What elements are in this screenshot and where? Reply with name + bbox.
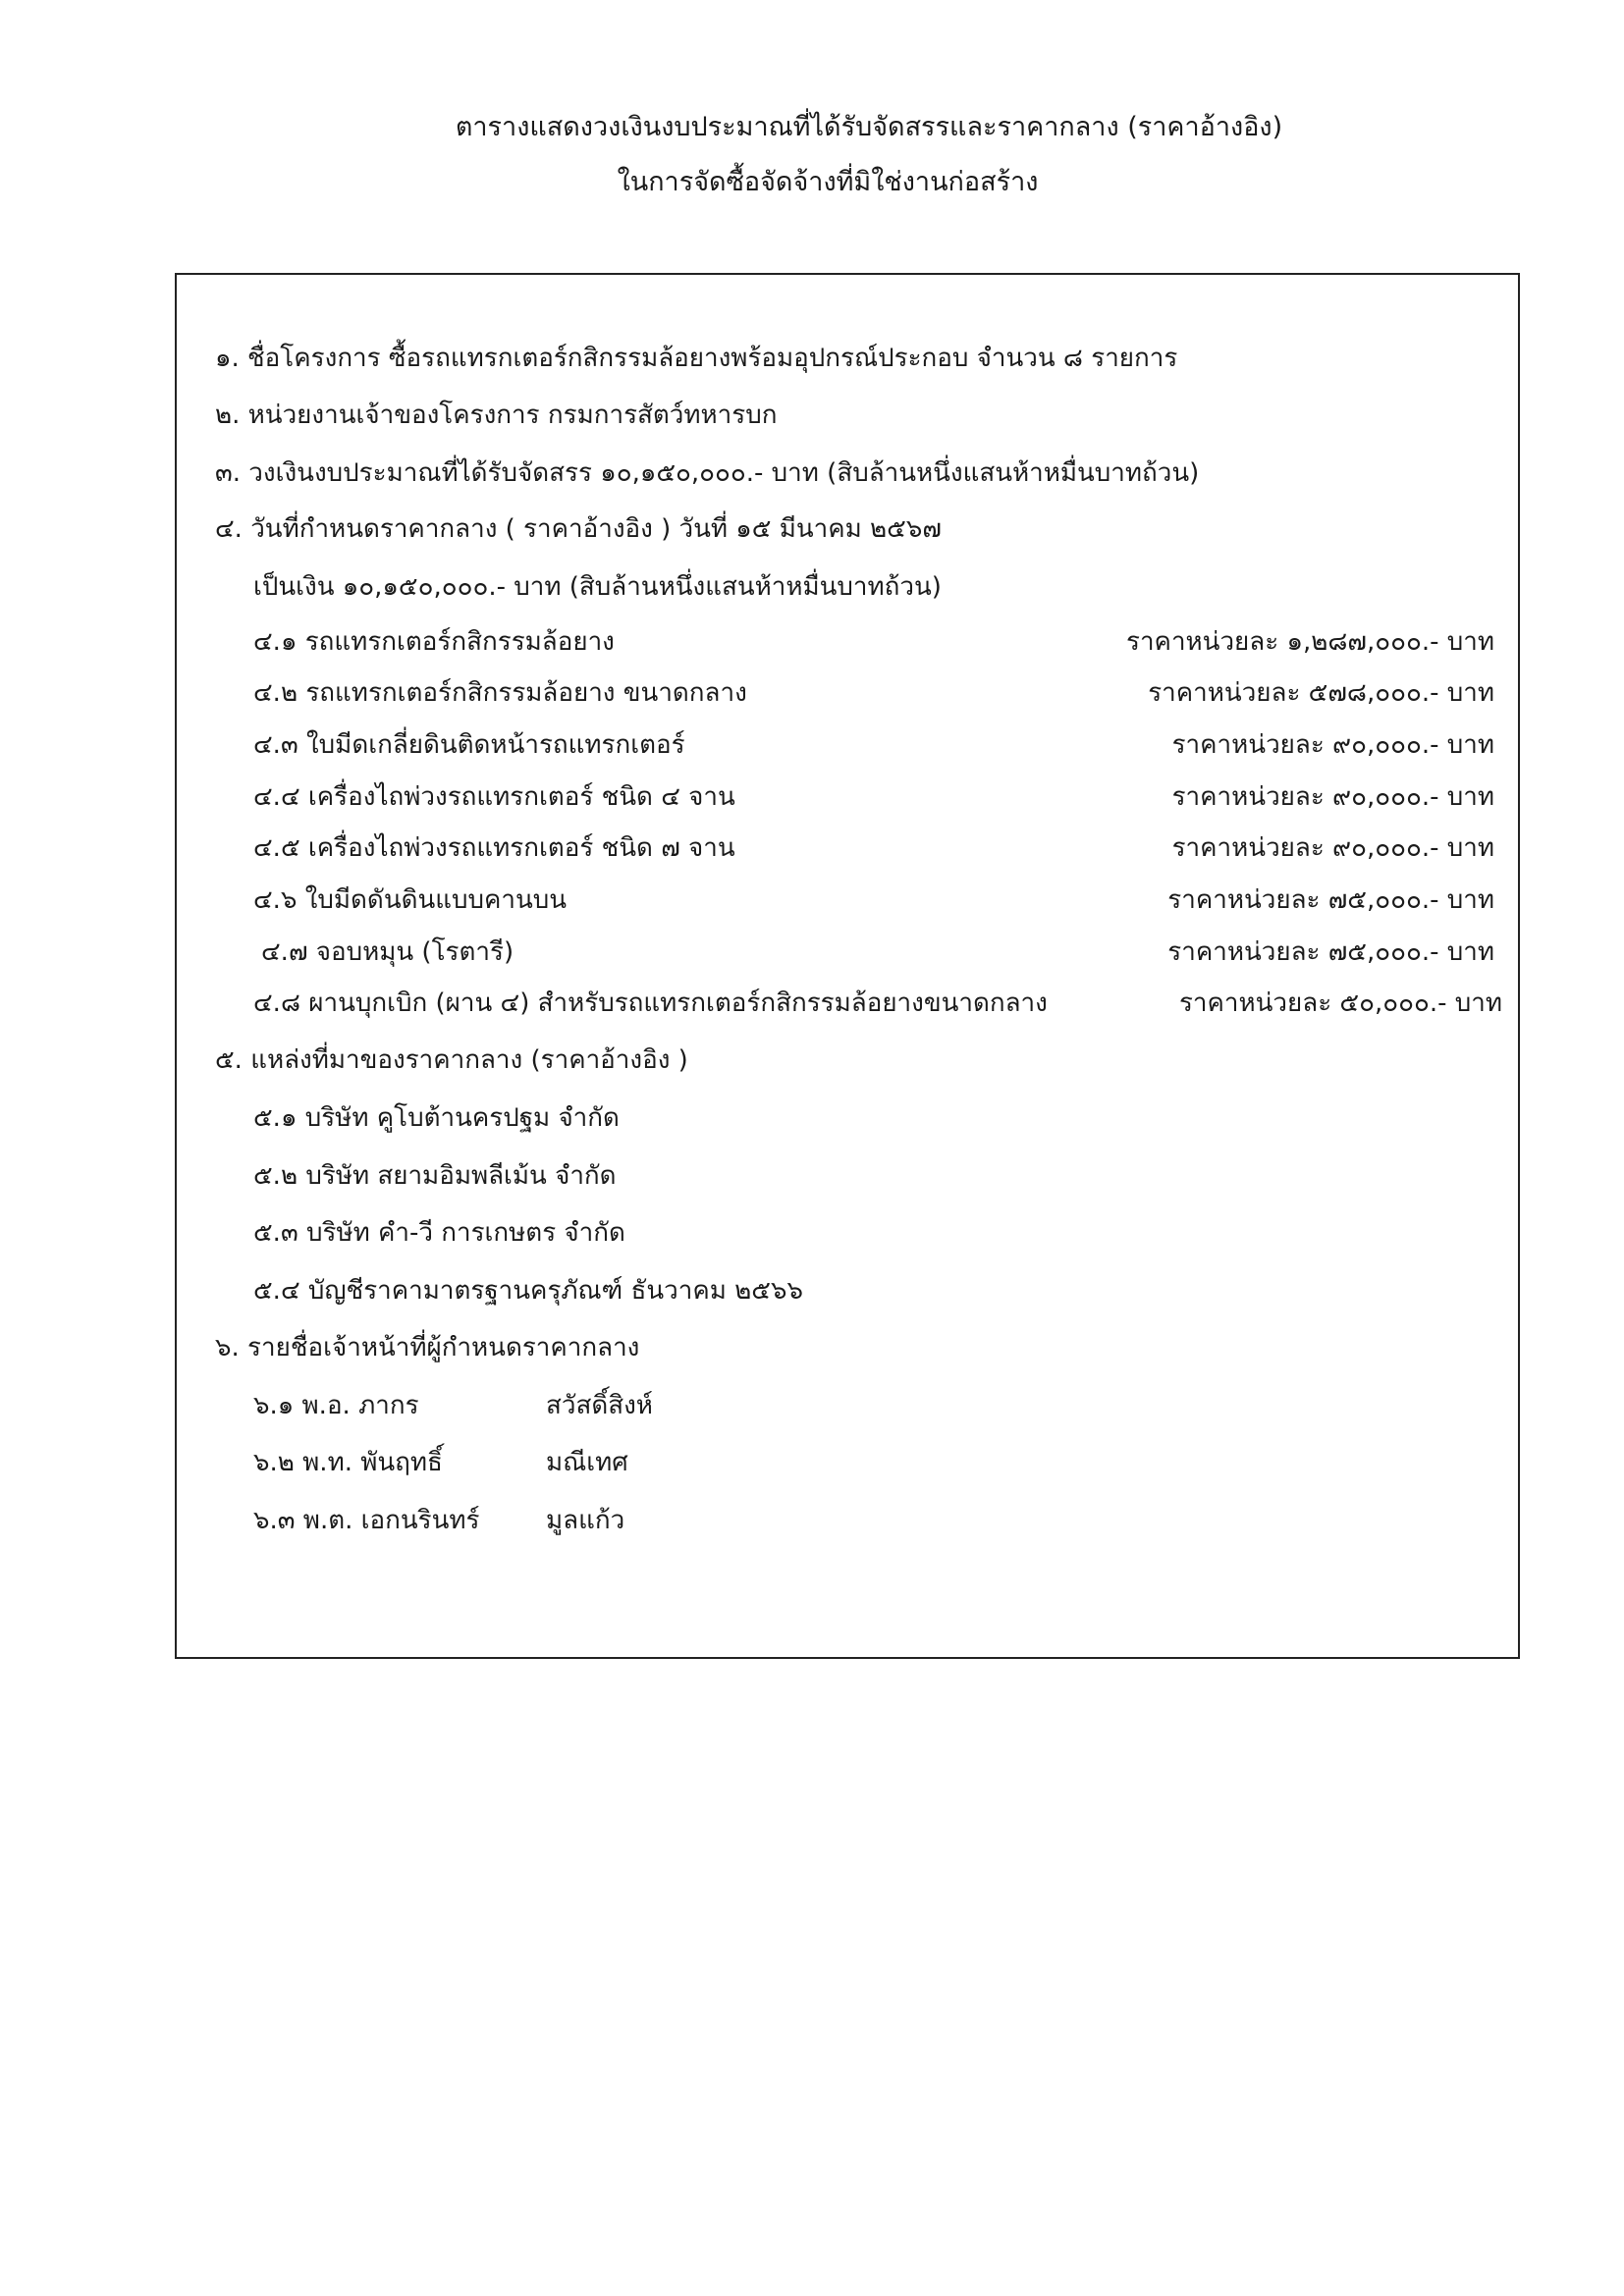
item-label: ๔.๘ ผานบุกเบิก (ผาน ๔) สำหรับรถแทรกเตอร์กสิกรรมล้อยางขนาดกลาง [253, 988, 1048, 1018]
price-total: เป็นเงิน ๑๐,๑๕๐,๐๐๐.- บาท (สิบล้านหนึ่งแสนห้าหมื่นบาทถ้วน) [253, 572, 942, 602]
officer-surname: สวัสดิ์สิงห์ [546, 1391, 653, 1420]
source-item: ๕.๑ บริษัท คูโบต้านครปฐม จำกัด [253, 1103, 620, 1133]
item-label: ๔.๕ เครื่องไถพ่วงรถแทรกเตอร์ ชนิด ๗ จาน [253, 833, 735, 863]
officer-rank-name: ๖.๑ พ.อ. ภากร [253, 1391, 419, 1420]
source-item: ๕.๔ บัญชีราคามาตรฐานครุภัณฑ์ ธันวาคม ๒๕๖๖ [253, 1276, 803, 1306]
officer-rank-name: ๖.๒ พ.ท. พันฤทธิ์ [253, 1448, 443, 1477]
document-title-line1: ตารางแสดงวงเงินงบประมาณที่ได้รับจัดสรรและราคากลาง (ราคาอ้างอิง) [455, 112, 1283, 142]
item-label: ๔.๖ ใบมีดดันดินแบบคานบน [253, 885, 568, 915]
project-name: ๑. ชื่อโครงการ ซื้อรถแทรกเตอร์กสิกรรมล้อยางพร้อมอุปกรณ์ประกอบ จำนวน ๘ รายการ [215, 344, 1178, 373]
item-label: ๔.๗ จอบหมุน (โรตารี) [261, 937, 514, 967]
item-label: ๔.๔ เครื่องไถพ่วงรถแทรกเตอร์ ชนิด ๔ จาน [253, 782, 735, 812]
item-price: ราคาหน่วยละ ๙๐,๐๐๐.- บาท [1171, 833, 1494, 863]
item-price: ราคาหน่วยละ ๙๐,๐๐๐.- บาท [1171, 730, 1494, 760]
item-price: ราคาหน่วยละ ๗๕,๐๐๐.- บาท [1167, 937, 1494, 967]
sources-heading: ๕. แหล่งที่มาของราคากลาง (ราคาอ้างอิง ) [215, 1045, 688, 1075]
officer-surname: มณีเทศ [546, 1448, 628, 1477]
item-label: ๔.๒ รถแทรกเตอร์กสิกรรมล้อยาง ขนาดกลาง [253, 678, 747, 708]
officer-row [253, 1388, 653, 1423]
price-date: ๔. วันที่กำหนดราคากลาง ( ราคาอ้างอิง ) วันที่ ๑๕ มีนาคม ๒๕๖๗ [215, 514, 942, 544]
item-price: ราคาหน่วยละ ๙๐,๐๐๐.- บาท [1171, 782, 1494, 812]
officers-heading: ๖. รายชื่อเจ้าหน้าที่ผู้กำหนดราคากลาง [215, 1333, 640, 1362]
source-item: ๕.๒ บริษัท สยามอิมพลีเม้น จำกัด [253, 1161, 617, 1191]
officer-row [253, 1445, 628, 1480]
officer-row [253, 1503, 625, 1538]
item-price: ราคาหน่วยละ ๑,๒๘๗,๐๐๐.- บาท [1125, 627, 1494, 657]
item-label: ๔.๓ ใบมีดเกลี่ยดินติดหน้ารถแทรกเตอร์ [253, 730, 685, 760]
officer-surname: มูลแก้ว [546, 1506, 625, 1535]
item-label: ๔.๑ รถแทรกเตอร์กสิกรรมล้อยาง [253, 627, 615, 657]
project-budget: ๓. วงเงินงบประมาณที่ได้รับจัดสรร ๑๐,๑๕๐,๐๐๐.- บาท (สิบล้านหนึ่งแสนห้าหมื่นบาทถ้วน) [215, 458, 1200, 488]
item-price: ราคาหน่วยละ ๗๕,๐๐๐.- บาท [1167, 885, 1494, 915]
source-item: ๕.๓ บริษัท คำ-วี การเกษตร จำกัด [253, 1218, 625, 1248]
item-price: ราคาหน่วยละ ๕๗๘,๐๐๐.- บาท [1148, 678, 1494, 708]
officer-rank-name: ๖.๓ พ.ต. เอกนรินทร์ [253, 1506, 480, 1535]
project-owner: ๒. หน่วยงานเจ้าของโครงการ กรมการสัตว์ทหารบก [215, 400, 778, 430]
item-price: ราคาหน่วยละ ๕๐,๐๐๐.- บาท [1178, 988, 1502, 1018]
document-title-line2: ในการจัดซื้อจัดจ้างที่มิใช่งานก่อสร้าง [617, 167, 1039, 197]
